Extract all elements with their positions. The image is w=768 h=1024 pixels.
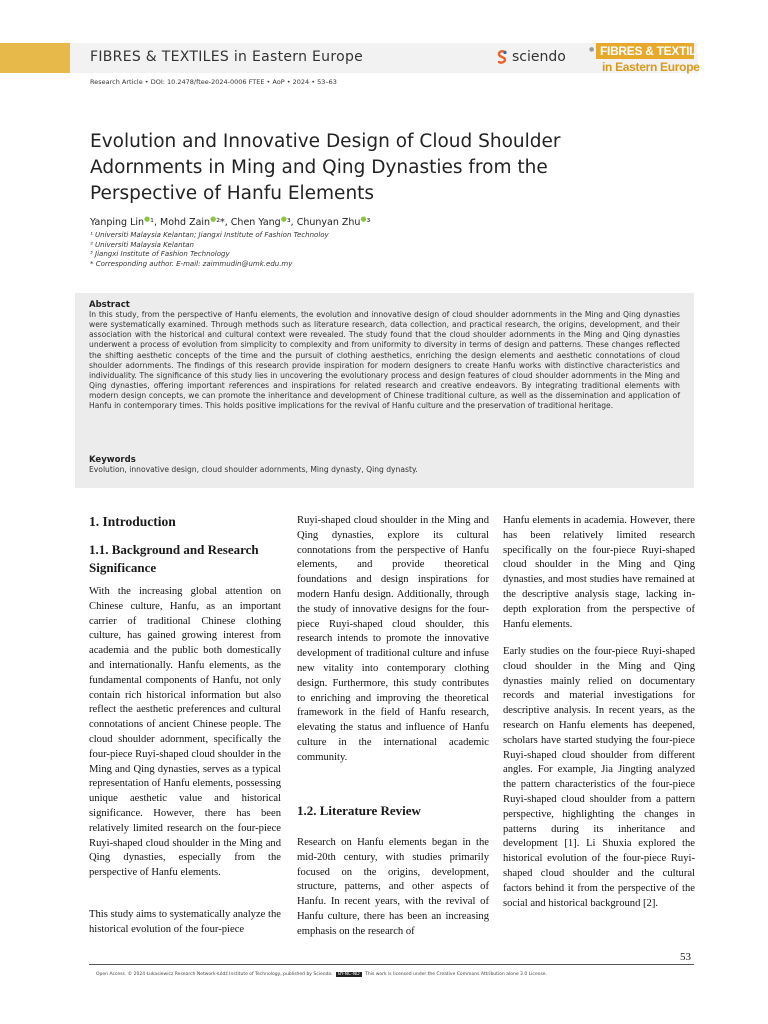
body-paragraph	[89, 908, 281, 938]
paragraph-text: Ruyi-shaped cloud shoulder in the Ming and Qing dynasties, explore its cultural connotations from the perspective of Hanfu elements, and provide theoretical foundations and design inspirations for modern Hanfu design. Additionally, through the study of innovative designs for the four-piece Ruyi-shaped cloud shoulder, this research intends to promote the innovative development of traditional culture and infuse new vitality into contemporary clothing design. Furthermore, this study contributes to enriching and improving the theoretical framework in the field of Hanfu research, elevating the status and influence of Hanfu culture in the international academic community.	[297, 515, 489, 763]
page-number: 53	[680, 951, 691, 963]
author-name: Yanping Lin	[90, 217, 145, 229]
orcid-icon[interactable]: ●	[280, 215, 287, 223]
paragraph-text: Early studies on the four-piece Ruyi-shaped cloud shoulder in the Ming and Qing dynasties mainly relied on documentary records and material investigations for descriptive analysis. In recent years, as the research on Hanfu elements has deepened, scholars have started studying the four-piece Ruyi-shaped cloud shoulder from different angles. For example, Jia Jingting analyzed the pattern characteristics of the four-piece Ruyi-shaped cloud shoulder from a pattern perspective, highlighting the changes in patterns during its inheritance and development [1]. Li Shuxia explored the historical evolution of the four-piece Ruyi-shaped cloud shoulder and the cultural factors behind it from the perspective of the social and historical background [2].	[503, 646, 695, 909]
affiliation: ¹ Universiti Malaysia Kelantan; Jiangxi Institute of Fashion Technoloy	[90, 231, 329, 239]
author-mark: ³	[286, 217, 291, 229]
body-paragraph	[503, 514, 695, 632]
affiliations	[90, 231, 329, 270]
author-name: Chunyan Zhu	[296, 217, 361, 229]
article-title: Evolution and Innovative Design of Cloud Shoulder Adornments in Ming and Qing Dynasties from the Perspective of Hanfu Elements	[90, 131, 561, 204]
journal-name: FIBRES & TEXTILES in Eastern Europe	[90, 49, 364, 65]
logo-line-2: in Eastern Europe	[602, 60, 700, 74]
logo-line-1: FIBRES & TEXTILES	[596, 43, 694, 59]
license-text: This work is licensed under the Creative Commons Attribution alone 3.0 License.	[365, 972, 548, 977]
cc-license-icon[interactable]: BY-NC-ND	[338, 972, 360, 977]
publisher-name: sciendo	[512, 49, 566, 65]
abstract-text: In this study, from the perspective of Hanfu elements, the evolution and innovative design of cloud shoulder adornments in the Ming and Qing dynasties were systematically examined. Through methods such as literature research, data collection, and practical research, the origins, development, and their association with the historical and cultural context were revealed. The study found that the cloud shoulder adornments in the Ming and Qing dynasties underwent a process of evolution from simplicity to complexity and from uniformity to diversity in terms of design and patterns. These changes reflected the shifting aesthetic concepts of the time and the pursuit of clothing aesthetics, enriching the design elements and aesthetic connotations of cloud shoulder adornments. The findings of this research provide inspiration for modern designers to create Hanfu works with distinctive characteristics and individuality. The significance of this study lies in uncovering the evolutionary process and design features of cloud shoulder adornments in the Ming and Qing dynasties, offering important references and inspirations for related research and creative endeavors. By integrating traditional elements with modern design concepts, we can promote the inheritance and development of Chinese traditional culture, as well as the dissemination and application of Hanfu in contemporary times. This holds positive implications for the revival of Hanfu culture and the preservation of traditional heritage.	[89, 310, 680, 411]
keywords-heading: Keywords	[89, 455, 136, 465]
orcid-icon[interactable]: ●	[210, 215, 217, 223]
sciendo-icon	[496, 50, 508, 64]
paragraph-text: With the increasing global attention on Chinese culture, Hanfu, as an important carrier of traditional Chinese clothing culture, has gained growing interest from academia and the public both domestically and internationally. Hanfu elements, as the fundamental components of Hanfu, not only contain rich historical information but also reflect the aesthetic preferences and cultural connotations of ancient Chinese people. The cloud shoulder adornment, specifically the four-piece Ruyi-shaped cloud shoulder in the Ming and Qing dynasties, serves as a typical representation of Hanfu elements, possessing unique aesthetic value and historical significance. However, there has been relatively limited research on the four-piece Ruyi-shaped cloud shoulder in the Ming and Qing dynasties, especially from the perspective of Hanfu elements.	[89, 586, 281, 879]
footer-divider	[89, 964, 694, 965]
header-accent-block	[0, 43, 70, 73]
body-paragraph	[297, 514, 489, 766]
license-note	[96, 972, 547, 977]
keywords-text: Evolution, innovative design, cloud shoulder adornments, Ming dynasty, Qing dynasty.	[89, 465, 418, 474]
author-mark: ¹	[150, 217, 154, 229]
subsection-heading-background: 1.1. Background and Research Significance	[89, 542, 259, 575]
author-name: Mohd Zain	[160, 217, 211, 229]
article-meta[interactable]: Research Article • DOI: 10.2478/ftee-2024-0006 FTEE • AoP • 2024 • 53–63	[90, 78, 337, 86]
fte-logo	[596, 43, 712, 75]
author-name: Chen Yang	[230, 217, 281, 229]
affiliation: ³ Jiangxi Institute of Fashion Technology	[90, 250, 230, 259]
logo-small-mark: ●	[589, 46, 595, 53]
paragraph-text: Research on Hanfu elements began in the mid-20th century, with studies primarily focused on the origins, development, structure, patterns, and other aspects of Hanfu. In recent years, with the revival of Hanfu culture, there has been an increasing emphasis on the research of	[297, 837, 489, 937]
paragraph-text: This study aims to systematically analyze the historical evolution of the four-piece	[89, 909, 281, 935]
copyright-text: Open Access. © 2024 Łukasiewicz Research Network-Łódź Institute of Technology, published by Sciendo.	[96, 972, 333, 977]
paragraph-text: Hanfu elements in academia. However, there has been relatively limited research specifically on the four-piece Ruyi-shaped cloud shoulder in the Ming and Qing dynasties, and most studies have remained at the descriptive analysis stage, lacking in-depth exploration from the perspective of Hanfu elements.	[503, 515, 695, 630]
abstract-heading: Abstract	[89, 300, 130, 310]
affiliation: ² Universiti Malaysia Kelantan	[90, 240, 194, 249]
orcid-icon[interactable]: ●	[144, 215, 151, 223]
orcid-icon[interactable]: ●	[360, 215, 367, 223]
section-heading-introduction: 1. Introduction	[89, 514, 176, 529]
subsection-heading-literature-review: 1.2. Literature Review	[297, 803, 421, 818]
sciendo-logo[interactable]	[496, 49, 566, 65]
author-list: Yanping Lin●¹, Mohd Zain●²*, Chen Yang●³, Chunyan Zhu●³	[90, 215, 371, 229]
corresponding-email[interactable]: * Corresponding author. E-mail: zaimmudin@umk.edu.my	[90, 260, 293, 269]
author-mark: ³	[366, 217, 371, 229]
body-paragraph	[503, 645, 695, 911]
author-mark: ²*	[216, 217, 225, 229]
body-paragraph	[297, 836, 489, 940]
body-paragraph	[89, 585, 281, 881]
